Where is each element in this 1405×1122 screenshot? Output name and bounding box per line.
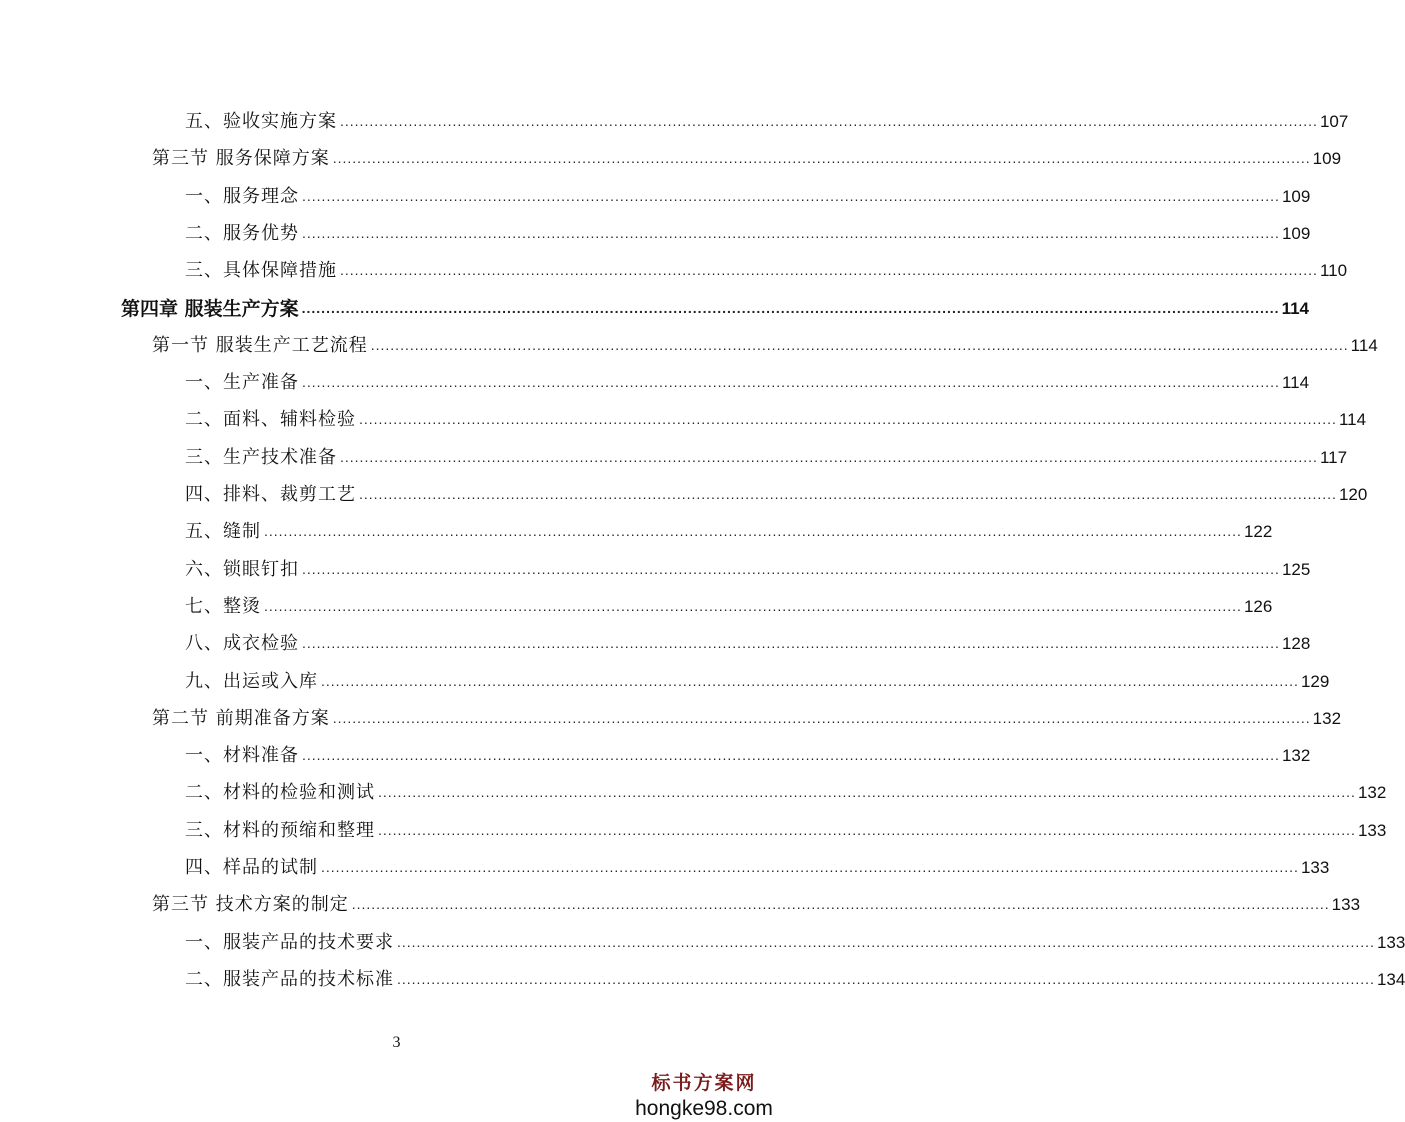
toc-page-number: 122 <box>1243 522 1273 541</box>
toc-section-entry[interactable] <box>152 886 1361 916</box>
toc-dot-leader: ........................................................................................................................................................................................................ <box>351 896 1330 912</box>
toc-item-entry[interactable] <box>185 215 1311 245</box>
toc-page-number: 126 <box>1243 597 1273 616</box>
toc-item-entry[interactable] <box>185 588 1273 618</box>
toc-page-number: 133 <box>1376 933 1405 952</box>
toc-dot-leader: ........................................................................................................................................................................................................ <box>340 262 1318 278</box>
toc-item-entry[interactable] <box>185 551 1311 581</box>
toc-page-number: 117 <box>1319 448 1348 467</box>
toc-page-number: 133 <box>1331 895 1361 914</box>
toc-section-entry[interactable] <box>152 700 1342 730</box>
toc-page-number: 107 <box>1319 112 1349 131</box>
toc-entry-title: 三、具体保障措施 <box>185 260 337 281</box>
toc-entry-title: 第一节 服装生产工艺流程 <box>152 335 368 356</box>
toc-item-entry[interactable] <box>185 625 1311 655</box>
toc-dot-leader: ........................................................................................................................................................................................................ <box>264 598 1242 614</box>
toc-page-number: 128 <box>1281 634 1311 653</box>
toc-section-entry[interactable] <box>152 327 1378 357</box>
toc-page-number: 109 <box>1312 149 1342 168</box>
toc-dot-leader: ........................................................................................................................................................................................................ <box>397 934 1375 950</box>
toc-page-number: 114 <box>1281 299 1309 318</box>
toc-page-number: 129 <box>1300 672 1330 691</box>
toc-page-number: 114 <box>1281 373 1310 392</box>
toc-dot-leader: ........................................................................................................................................................................................................ <box>302 225 1280 241</box>
toc-entry-title: 三、材料的预缩和整理 <box>185 820 375 841</box>
toc-dot-leader: ........................................................................................................................................................................................................ <box>397 971 1375 987</box>
toc-entry-title: 五、缝制 <box>185 521 261 542</box>
toc-entry-title: 一、生产准备 <box>185 372 299 393</box>
watermark-logo <box>629 1068 779 1121</box>
toc-entry-title: 二、服装产品的技术标准 <box>185 969 394 990</box>
toc-item-entry[interactable] <box>185 364 1310 394</box>
page-number: 3 <box>392 1034 401 1051</box>
toc-item-entry[interactable] <box>185 663 1330 693</box>
toc-item-entry[interactable] <box>185 401 1367 431</box>
toc-item-entry[interactable] <box>185 961 1405 991</box>
toc-dot-leader: ........................................................................................................................................................................................................ <box>302 561 1280 577</box>
toc-dot-leader: ........................................................................................................................................................................................................ <box>332 710 1311 726</box>
toc-dot-leader: ........................................................................................................................................................................................................ <box>302 635 1280 651</box>
toc-entry-title: 一、服装产品的技术要求 <box>185 932 394 953</box>
toc-dot-leader: ........................................................................................................................................................................................................ <box>302 747 1280 763</box>
toc-section-entry[interactable] <box>152 140 1342 170</box>
toc-dot-leader: ........................................................................................................................................................................................................ <box>302 374 1280 390</box>
toc-item-entry[interactable] <box>185 103 1349 133</box>
toc-item-entry[interactable] <box>185 476 1368 506</box>
toc-entry-title: 第三节 服务保障方案 <box>152 148 330 169</box>
toc-page-number: 114 <box>1338 410 1367 429</box>
toc-item-entry[interactable] <box>185 439 1348 469</box>
toc-page-number: 132 <box>1281 746 1311 765</box>
toc-entry-title: 第三节 技术方案的制定 <box>152 894 349 915</box>
toc-entry-title: 六、锁眼钉扣 <box>185 559 299 580</box>
toc-page-number: 132 <box>1357 783 1387 802</box>
toc-dot-leader: ........................................................................................................................................................................................................ <box>340 449 1318 465</box>
toc-item-entry[interactable] <box>185 737 1311 767</box>
toc-entry-title: 七、整烫 <box>185 596 261 617</box>
toc-dot-leader: ........................................................................................................................................................................................................ <box>264 523 1242 539</box>
toc-entry-title: 三、生产技术准备 <box>185 447 337 468</box>
toc-entry-title: 二、服务优势 <box>185 223 299 244</box>
toc-page-number: 110 <box>1319 261 1348 280</box>
toc-dot-leader: ........................................................................................................................................................................................................ <box>359 411 1337 427</box>
toc-page-number: 133 <box>1300 858 1330 877</box>
toc-dot-leader: ........................................................................................................................................................................................................ <box>378 822 1356 838</box>
toc-page-number: 109 <box>1281 224 1311 243</box>
toc-item-entry[interactable] <box>185 849 1330 879</box>
toc-dot-leader: ........................................................................................................................................................................................................ <box>370 337 1349 353</box>
toc-page-number: 133 <box>1357 821 1387 840</box>
toc-entry-title: 一、服务理念 <box>185 186 299 207</box>
toc-entry-title: 八、成衣检验 <box>185 633 299 654</box>
toc-dot-leader: ........................................................................................................................................................................................................ <box>340 113 1318 129</box>
toc-entry-title: 一、材料准备 <box>185 745 299 766</box>
toc-dot-leader: ........................................................................................................................................................................................................ <box>321 673 1299 689</box>
toc-page-number: 109 <box>1281 187 1311 206</box>
toc-dot-leader: ........................................................................................................................................................................................................ <box>301 300 1280 316</box>
toc-page-number: 114 <box>1350 336 1378 355</box>
toc-entry-title: 第二节 前期准备方案 <box>152 708 330 729</box>
toc-chapter-entry[interactable] <box>121 290 1309 320</box>
toc-item-entry[interactable] <box>185 812 1387 842</box>
toc-entry-title: 四、样品的试制 <box>185 857 318 878</box>
toc-page-number: 134 <box>1376 970 1405 989</box>
toc-entry-title: 二、面料、辅料检验 <box>185 409 356 430</box>
toc-item-entry[interactable] <box>185 252 1348 282</box>
toc-entry-title: 二、材料的检验和测试 <box>185 782 375 803</box>
toc-dot-leader: ........................................................................................................................................................................................................ <box>359 486 1337 502</box>
toc-item-entry[interactable] <box>185 178 1311 208</box>
toc-dot-leader: ........................................................................................................................................................................................................ <box>378 784 1356 800</box>
toc-item-entry[interactable] <box>185 513 1273 543</box>
watermark-url-text: hongke98.com <box>635 1097 773 1120</box>
toc-entry-title: 四、排料、裁剪工艺 <box>185 484 356 505</box>
toc-page-number: 132 <box>1312 709 1342 728</box>
toc-page-number: 125 <box>1281 560 1311 579</box>
toc-dot-leader: ........................................................................................................................................................................................................ <box>332 150 1311 166</box>
toc-dot-leader: ........................................................................................................................................................................................................ <box>321 859 1299 875</box>
toc-item-entry[interactable] <box>185 774 1387 804</box>
toc-entry-title: 九、出运或入库 <box>185 671 318 692</box>
toc-entry-title: 第四章 服装生产方案 <box>121 298 299 320</box>
toc-dot-leader: ........................................................................................................................................................................................................ <box>302 188 1280 204</box>
watermark-chinese-text: 标书方案网 <box>651 1072 757 1094</box>
toc-item-entry[interactable] <box>185 924 1405 954</box>
toc-entry-title: 五、验收实施方案 <box>185 111 337 132</box>
toc-page-number: 120 <box>1338 485 1368 504</box>
